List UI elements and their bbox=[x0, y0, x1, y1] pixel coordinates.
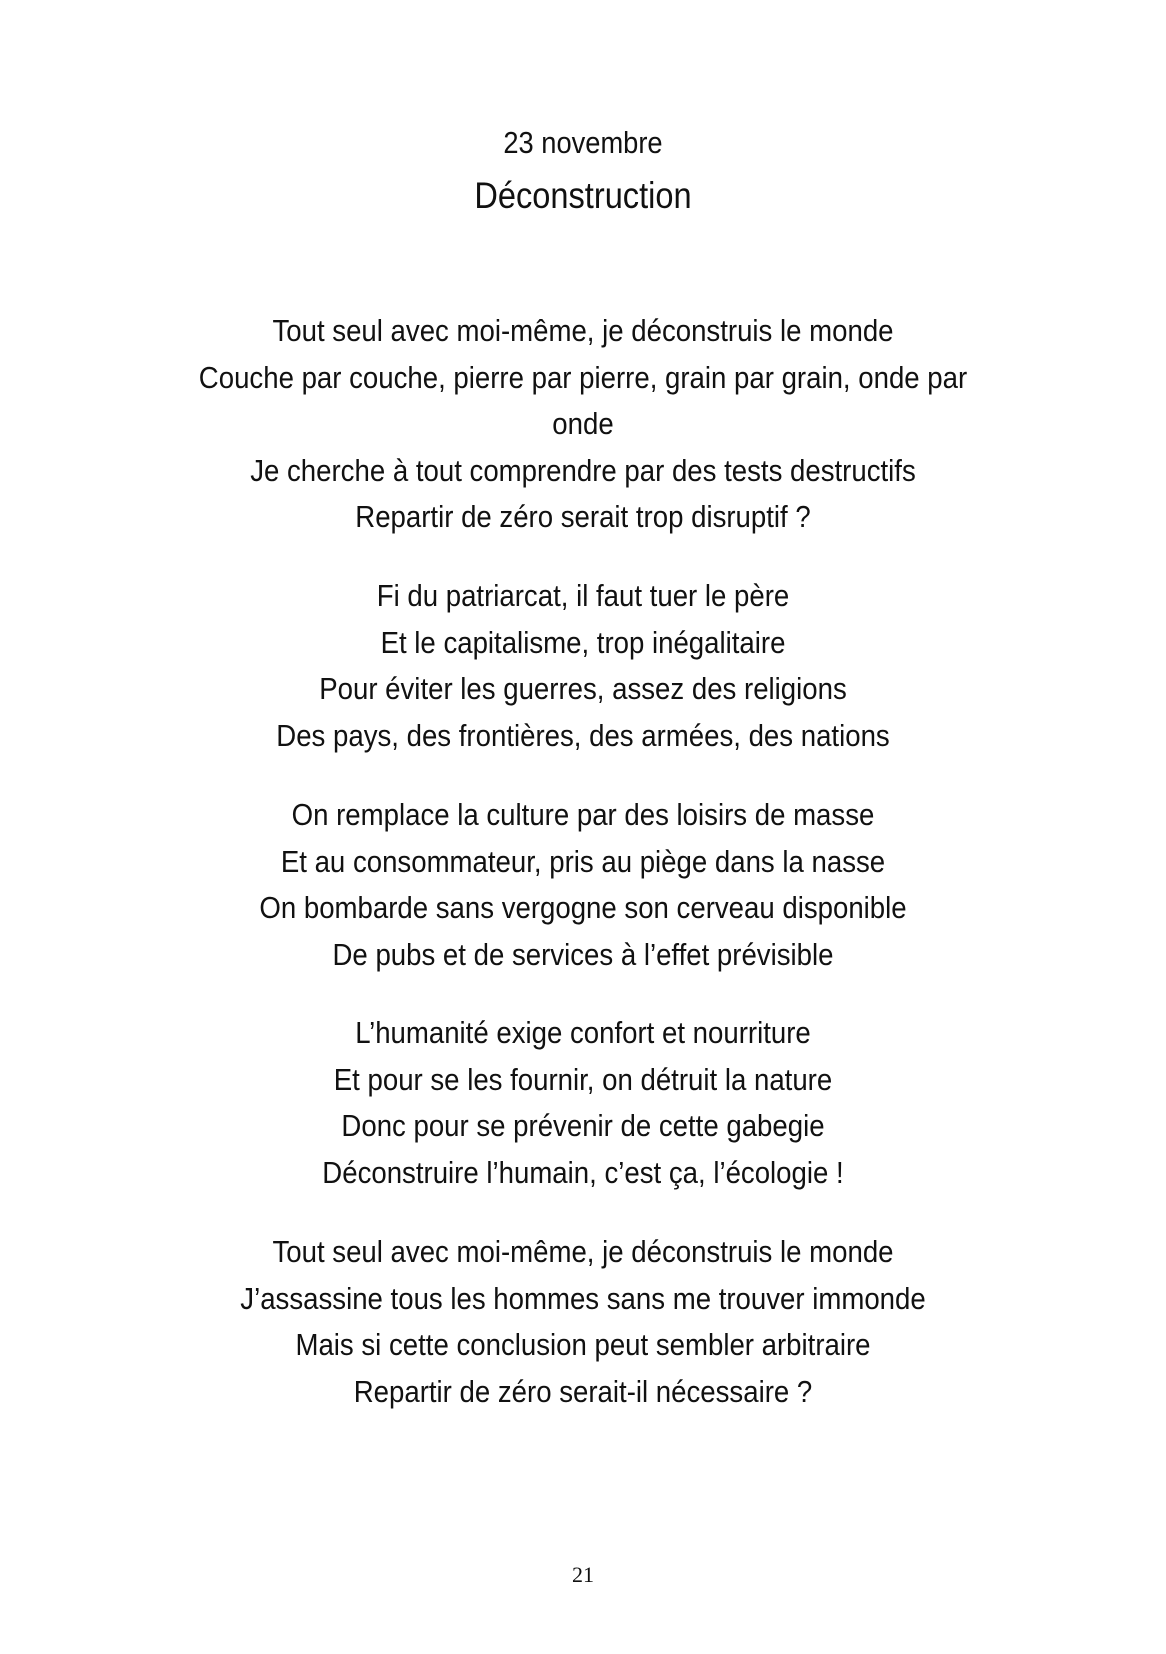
poem-line: On remplace la culture par des loisirs de masse bbox=[291, 797, 875, 832]
stanza-5 bbox=[198, 1229, 969, 1415]
stanza-4 bbox=[198, 1010, 969, 1196]
stanza-1 bbox=[198, 308, 969, 541]
poem-line: Des pays, des frontières, des armées, des nations bbox=[276, 717, 890, 753]
page-number: 21 bbox=[572, 1562, 594, 1587]
poem-line: Je cherche à tout comprendre par des tests destructifs bbox=[250, 452, 916, 488]
poem-line: Couche par couche, pierre par pierre, grain par grain, onde par bbox=[198, 359, 968, 395]
poem-line: onde bbox=[552, 406, 614, 441]
poem-line: Mais si cette conclusion peut sembler arbitraire bbox=[295, 1327, 871, 1362]
poem-line: Pour éviter les guerres, assez des religions bbox=[319, 671, 847, 706]
poem-line: Et pour se les fournir, on détruit la nature bbox=[333, 1061, 833, 1097]
poem-date: 23 novembre bbox=[503, 125, 663, 160]
poem-line: L’humanité exige confort et nourriture bbox=[355, 1015, 811, 1050]
poem-line: Donc pour se prévenir de cette gabegie bbox=[341, 1108, 825, 1143]
poem-line: Et le capitalisme, trop inégalitaire bbox=[380, 624, 786, 660]
poem-title: Déconstruction bbox=[474, 175, 692, 216]
poem-line: On bombarde sans vergogne son cerveau disponible bbox=[259, 890, 907, 925]
poem-line: Déconstruire l’humain, c’est ça, l’écologie ! bbox=[322, 1154, 844, 1190]
poem-line: Repartir de zéro serait-il nécessaire ? bbox=[353, 1373, 813, 1409]
stanza-2 bbox=[198, 573, 969, 759]
poem-line: Tout seul avec moi-même, je déconstruis le monde bbox=[272, 313, 894, 348]
poem-line: De pubs et de services à l’effet prévisible bbox=[332, 936, 834, 972]
poem-line: J’assassine tous les hommes sans me trouver immonde bbox=[240, 1280, 926, 1316]
poem-line: Tout seul avec moi-même, je déconstruis le monde bbox=[272, 1234, 894, 1269]
poem-line: Repartir de zéro serait trop disruptif ? bbox=[355, 499, 811, 534]
poem-line: Fi du patriarcat, il faut tuer le père bbox=[376, 578, 790, 613]
stanza-3 bbox=[198, 792, 969, 978]
poem-line: Et au consommateur, pris au piège dans la nasse bbox=[280, 843, 886, 879]
